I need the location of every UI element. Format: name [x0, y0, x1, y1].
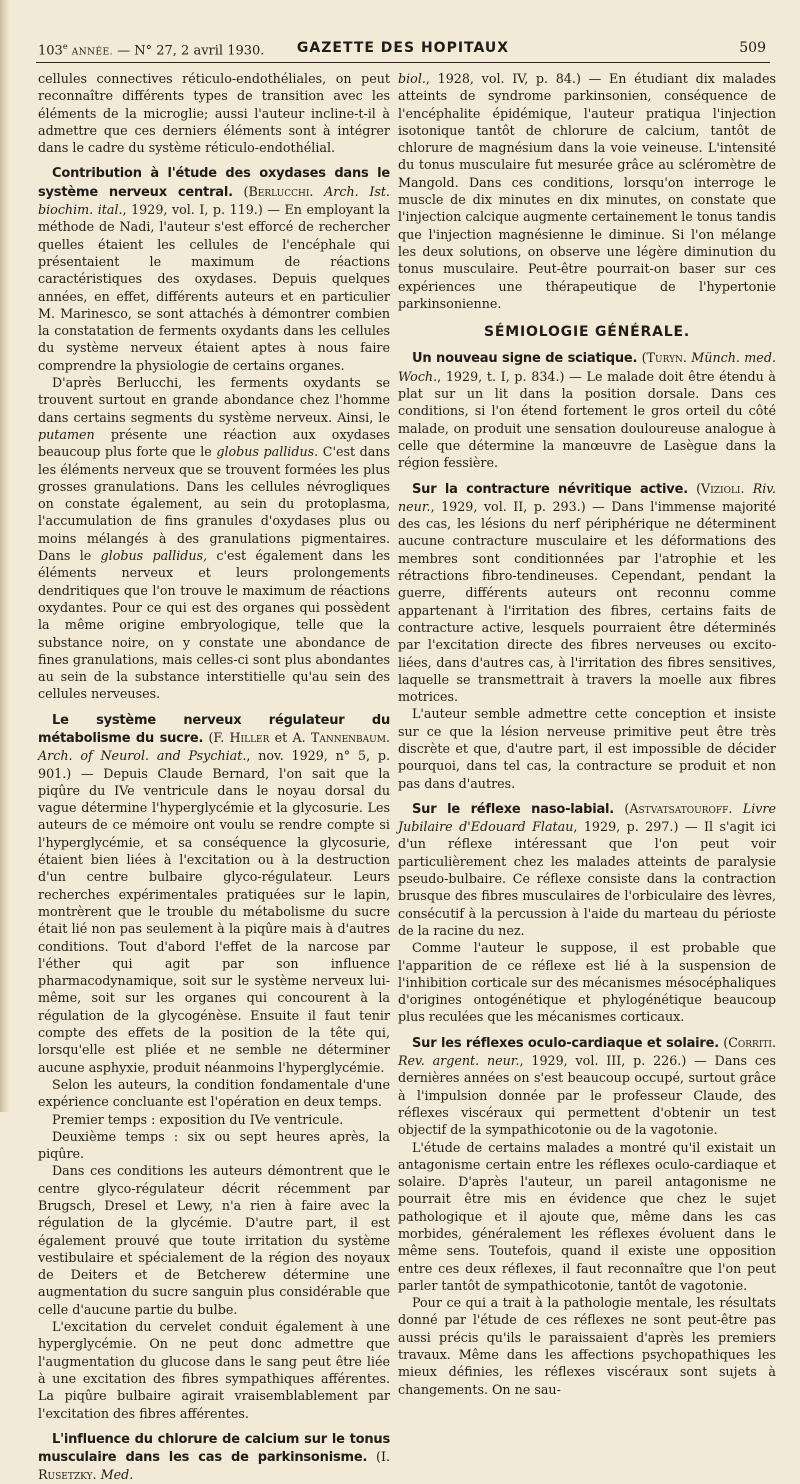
- paragraph: L'étude de certains malades a montré qu'il existait un antagonisme certain entre les réflexes oculo-cardiaque et solaire. D'après l'auteur, un pareil antagonisme ne pourrait être mis en évidence que chez le sujet pathologique et il ajoute que, même dans les cas morbides, généralement les réflexes évoluent dans le même sens. Toutefois, quand il existe une opposition entre ces deux réflexes, il faut reconnaître que l'on peut parler tantôt de sympathicotonie, tantôt de vagotonie.: [398, 1139, 776, 1293]
- article-ref: , 1928, vol. IV, p. 84.) —: [425, 71, 602, 86]
- article-journal: Arch. Ist. biochim. ital.: [38, 183, 390, 218]
- text-run: c'est également dans les éléments nerveux et leurs prolongements dendritiques que l'on trouve le maximum de réactions oxydantes. Pour ce qui est des organes qui possèdent la même origine embryologique, telle que la substance noire, on y constate une abondance de fines granulations, mais celles-ci sont plus abondantes au sein de la substance interstitielle qu'au sein des cellules nerveuses.: [38, 548, 390, 702]
- paragraph: L'auteur semble admettre cette conception et insiste sur ce que la lésion nerveuse primitive peut être très discrète et que, d'autre part, il est impossible de décider pourquoi, dans tel cas, la contracture se produit et non pas dans d'autres.: [398, 706, 776, 791]
- article-ref: , 1929, vol. II, p. 293.) —: [430, 498, 605, 514]
- article-author: Berlucchi.: [248, 183, 314, 199]
- article-ref: , 1929, p. 297.) —: [573, 819, 698, 835]
- article-sciatique: [398, 349, 776, 471]
- cite-open: (: [723, 1034, 729, 1050]
- cite-open: (: [243, 183, 249, 199]
- paragraph: Comme l'auteur le suppose, il est probable que l'apparition de ce réflexe est lié à la suspension de l'inhibition corticale sur des mécanismes mésocéphaliques d'origines ontogénétique et phylogénétique beaucoup plus reculées que les mécanismes corticaux.: [398, 940, 776, 1025]
- article-author: Rusetzky.: [38, 1467, 97, 1483]
- article-author: Hiller: [229, 729, 270, 745]
- paragraph: [38, 374, 390, 703]
- right-column: [398, 70, 777, 1397]
- article-author: Astvatsatouroff.: [629, 800, 733, 816]
- cite-open: (: [641, 350, 647, 366]
- article-chlorure-calcium: [38, 1430, 390, 1484]
- text-run: D'après Berlucchi, les ferments oxydants se trouvent surtout en grande abondance chez l'homme dans certains segments du système nerveux. Ainsi, le: [38, 375, 390, 425]
- page-number: 509: [739, 40, 766, 56]
- article-journal: Riv. neur.: [398, 480, 776, 514]
- article-author: Corriti.: [728, 1034, 776, 1050]
- paragraph: Selon les auteurs, la condition fondamentale d'une expérience concluante est l'opération en deux temps.: [38, 1076, 390, 1110]
- article-journal: Arch. of Neurol. and Psychiat.: [38, 748, 247, 764]
- article-oxydases: [38, 164, 390, 374]
- article-author: Vizioli.: [701, 480, 745, 496]
- paragraph: Premier temps : exposition du IVe ventricule.: [52, 1111, 344, 1127]
- article-title: Contribution à l'étude des oxydases dans le système nerveux central.: [38, 166, 390, 200]
- paragraph: L'excitation du cervelet conduit également à une hyperglycémie. On ne peut donc admettre que l'augmentation du glucose dans le sang peut être liée à une excitation des fibres sympathiques afférentes. La piqûre bulbaire agirait vraisemblablement par l'excitation des fibres afférentes.: [38, 1319, 390, 1421]
- text-run: C'est dans les éléments nerveux que se trouvent formées les plus grosses granulations. Dans les cellules névrogliques on constate également, au sein du protoplasma, l'accumulation de fins granules d'oxydases plus ou moins mélangés à des granulations pigmentaires. Dans le: [38, 444, 390, 564]
- article-text: Il s'agit ici d'un réflexe intéressant que l'on peut voir particulièrement chez les malades atteints de paralysie pseudo-bulbaire. Ce réflexe consiste dans la contraction brusque des fibres musculaires de l'orbiculaire des lèvres, consécutif à la percussion à l'aide du marteau du périoste de la racine du nez.: [398, 819, 776, 938]
- article-text: En employant la méthode de Nadi, l'auteur s'est efforcé de rechercher quelles étaient les cellules de l'encéphale qui présentaient le maximum de réactions caractéristiques des oxydases. Depuis quelques années, en effet, différents auteurs et en particulier M. Marinesco, se sont attachés à démontrer combien la constatation de ferments oxydants dans les cellules du système nerveux étaient aptes à nous faire comprendre la physiologie de certains organes.: [38, 202, 390, 373]
- article-reflexe-naso-labial: [398, 800, 776, 939]
- paragraph: Dans ces conditions les auteurs démontrent que le centre glyco-régulateur décrit récemment par Brugsch, Dresel et Lewy, n'a rien à faire avec la régulation de la glycémie. D'autre part, il est également prouvé que toute irritation du système vestibulaire et spécialement de la région des noyaux de Deiters et de Betcherew détermine une augmentation du sucre sanguin plus considérable que celle d'aucune partie du bulbe.: [38, 1163, 390, 1317]
- article-title: Sur les réflexes oculo-cardiaque et solaire.: [412, 1035, 719, 1051]
- cite-and: et A.: [274, 729, 306, 745]
- article-text: Dans ces dernières années on s'est beaucoup occupé, surtout grâce à l'impulsion donnée par le professeur Claude, des réflexes viscéraux qui permettent d'obtenir un test objectif de la sympathicotonie ou de la vagotonie.: [398, 1053, 777, 1138]
- article-metabolisme-sucre: [38, 711, 390, 1076]
- article-title: L'influence du chlorure de calcium sur le tonus musculaire dans les cas de parkinsonisme.: [38, 1431, 390, 1466]
- article-title: Sur la contracture névritique active.: [412, 481, 688, 497]
- article-reflexes-oculo-cardiaque: [398, 1034, 776, 1139]
- article-author: Turyn.: [646, 350, 687, 366]
- cite-open: (: [624, 800, 630, 816]
- journal-title: GAZETTE DES HOPITAUX: [296, 40, 510, 56]
- term-globus-pallidus: globus pallidus.: [216, 444, 319, 460]
- paragraph: Pour ce qui a trait à la pathologie mentale, les résultats donné par l'étude de ces réflexes ne sont peut-être pas aussi précis qu'ils le paraissaient d'après les premiers travaux. Même dans les affections psychopathiques les mieux définies, les réflexes viscéraux sont sujets à changements. On ne sau-: [398, 1295, 776, 1397]
- article-journal: biol.: [398, 71, 426, 86]
- article-text: Dans l'immense majorité des cas, les lésions du nerf périphérique ne déterminent aucune contracture musculaire et les déformations des membres sont conditionnées par l'atrophie et les rétractions fibro-tendineuses. Cependant, pendant la guerre, différents auteurs ont reconnu comme appartenant à l'irritation des fibres, certains faits de contracture active, lesquels pourraient être déterminés par l'excitation directe des fibres nerveuses ou excito-liées, dans d'autres cas, à l'irritation des fibres sensitives, laquelle se transmettrait à travers la moelle aux fibres motrices.: [398, 498, 776, 705]
- article-journal: Rev. argent. neur.: [398, 1053, 520, 1069]
- page-edge: [0, 0, 10, 1112]
- article-contracture: [398, 480, 776, 706]
- paragraph: cellules connectives réticulo-endothéliales, on peut reconnaître différents types de transition avec les éléments de la microglie; aussi l'auteur incline-t-il à admettre que ces derniers éléments sont à intégrer dans le cadre du système réticulo-endothélial.: [38, 71, 390, 156]
- annee-label: ANNÉE.: [71, 47, 113, 58]
- year-number: 103: [38, 43, 63, 59]
- cite-open: (: [696, 480, 702, 496]
- article-author: Tannenbaum.: [310, 729, 390, 745]
- cite-open: (I.: [376, 1449, 390, 1465]
- year-suffix: e: [62, 42, 68, 51]
- term-putamen: putamen: [38, 426, 95, 442]
- term-globus-pallidus: globus pallidus,: [100, 548, 208, 564]
- section-title: SÉMIOLOGIE GÉNÉRALE.: [484, 324, 690, 341]
- article-journal: Med.: [100, 1467, 134, 1483]
- article-text: Le malade doit être étendu à plat sur un lit dans la position dorsale. Dans ces conditions, si l'on étend fortement le gros orteil du côté malade, on produit une sensation douloureuse analogue à celle que détermine la manœuvre de Lasègue dans la région fessière.: [398, 368, 776, 471]
- article-ref: , 1929, t. I, p. 834.) —: [437, 368, 582, 384]
- issue-date: — N° 27, 2 avril 1930.: [117, 43, 265, 59]
- text-run: présente une réaction aux oxydases beaucoup plus forte que le: [38, 426, 390, 460]
- cite-open: (F.: [208, 729, 225, 745]
- left-column: [38, 70, 391, 1483]
- article-continuation: [398, 70, 776, 312]
- article-journal: Münch. med. Woch.: [398, 350, 776, 384]
- article-journal: Livre Jubilaire d'Edouard Flatau: [398, 800, 776, 835]
- page-header: [36, 38, 770, 63]
- article-text: En étudiant dix malades atteints de syndrome parkinsonien, conséquence de l'encéphalite épidémique, l'auteur pratiqua l'injection isotonique tantôt de chlorure de calcium, tantôt de chlorure de magnésium dans la voie veineuse. L'intensité du tonus musculaire fut mesurée grâce au scléromètre de Mangold. Dans ces conditions, lorsqu'on interroge le muscle de dix minutes en dix minutes, on constate que l'injection calcique augmente certainement le tonus tandis que l'injection magnésienne le diminue. Si l'on mélange les deux solutions, on observe une légère diminution du tonus musculaire. Peut-être pourrait-on baser sur ces expériences une thérapeutique de l'hypertonie parkinsonienne.: [398, 71, 776, 311]
- article-title: Un nouveau signe de sciatique.: [412, 351, 638, 367]
- article-ref: , nov. 1929, n° 5, p. 901.) —: [38, 748, 390, 781]
- article-title: Le système nerveux régulateur du métabolisme du sucre.: [38, 712, 390, 746]
- article-ref: , 1929, vol. III, p. 226.) —: [519, 1053, 707, 1069]
- article-title: Sur le réflexe naso-labial.: [412, 801, 615, 817]
- paragraph: Deuxième temps : six ou sept heures après, la piqûre.: [38, 1128, 390, 1162]
- article-ref: , 1929, vol. I, p. 119.) —: [122, 202, 280, 218]
- article-text: Depuis Claude Bernard, l'on sait que la piqûre du IVe ventricule dans le noyau dorsal du vague détermine l'hyperglycémie et la glycosurie. Les auteurs de ce mémoire ont voulu se rendre compte si l'hyperglycémie, et sa conséquence la glycosurie, étaient bien liées à l'excitation ou à la destruction d'un centre bulbaire glyco-régulateur. Leurs recherches expérimentales pratiquées sur le lapin, montrèrent que le trouble du métabolisme du sucre était lié non pas seulement à la piqûre mais à d'autres conditions. Tout d'abord l'effet de la narcose par l'éther qui agit par son influence pharmacodynamique, soit sur le système nerveux lui-même, soit sur les organes qui concourent à la régulation de la glycogénèse. Ensuite il faut tenir compte des effets de la position de la tête qui, lorsqu'elle est pliée et ne semble ne déterminer aucune asphyxie, produit néanmoins l'hyperglycémie.: [38, 765, 391, 1075]
